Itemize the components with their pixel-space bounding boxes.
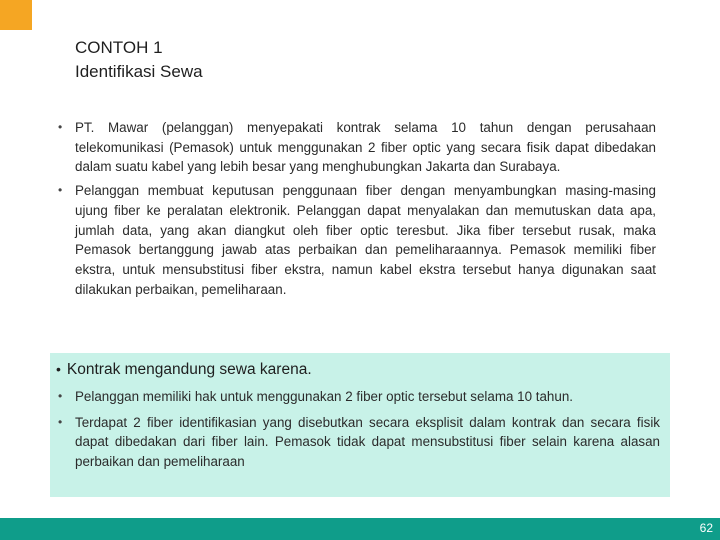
main-bullet-list: [56, 118, 656, 303]
callout-heading-text: Kontrak mengandung sewa karena.: [66, 361, 312, 378]
callout-item: • Pelanggan memiliki hak untuk menggunakan 2 fiber optic tersebut selama 10 tahun.: [56, 387, 660, 407]
bullet-item: • PT. Mawar (pelanggan) menyepakati kontrak selama 10 tahun dengan perusahaan telekomunikasi (Pemasok) untuk menggunakan 2 fiber optic yang secara fisik dapat dibedakan dalam suatu kabel yang lebih besar yang menghubungkan Jakarta dan Surabaya.: [56, 118, 656, 177]
callout-box: [50, 353, 670, 497]
title-line-2: Identifikasi Sewa: [75, 62, 203, 81]
page-number: 62: [699, 521, 713, 535]
callout-item: • Terdapat 2 fiber identifikasian yang disebutkan secara eksplisit dalam kontrak dan secara fisik dapat dibedakan dari fiber lain. Pemasok tidak dapat mensubstitusi fiber selain karena alasan perbaikan dan pemeliharaan: [56, 413, 660, 472]
callout-heading: [56, 358, 312, 381]
slide-title: [75, 36, 203, 84]
footer-bar: [0, 518, 720, 540]
bullet-dot-icon: •: [56, 361, 61, 377]
corner-accent-block: [0, 0, 32, 30]
title-line-1: CONTOH 1: [75, 38, 163, 57]
bullet-item: • Pelanggan membuat keputusan penggunaan fiber dengan menyambungkan masing-masing ujung fiber ke peralatan elektronik. Pelanggan dapat menyalakan dan memutuskan data apa, jumlah data, yang akan diangkut oleh fiber optic teresbut. Jika fiber tersebut rusak, maka Pemasok bertanggung jawab atas perbaikan dan pemeliharaannya. Pemasok memiliki fiber ekstra, untuk mensubstitusi fiber ekstra, namun kabel ekstra tersebut hanya digunakan saat dilakukan perbaikan, pemeliharaan.: [56, 181, 656, 299]
callout-list: [56, 387, 660, 477]
